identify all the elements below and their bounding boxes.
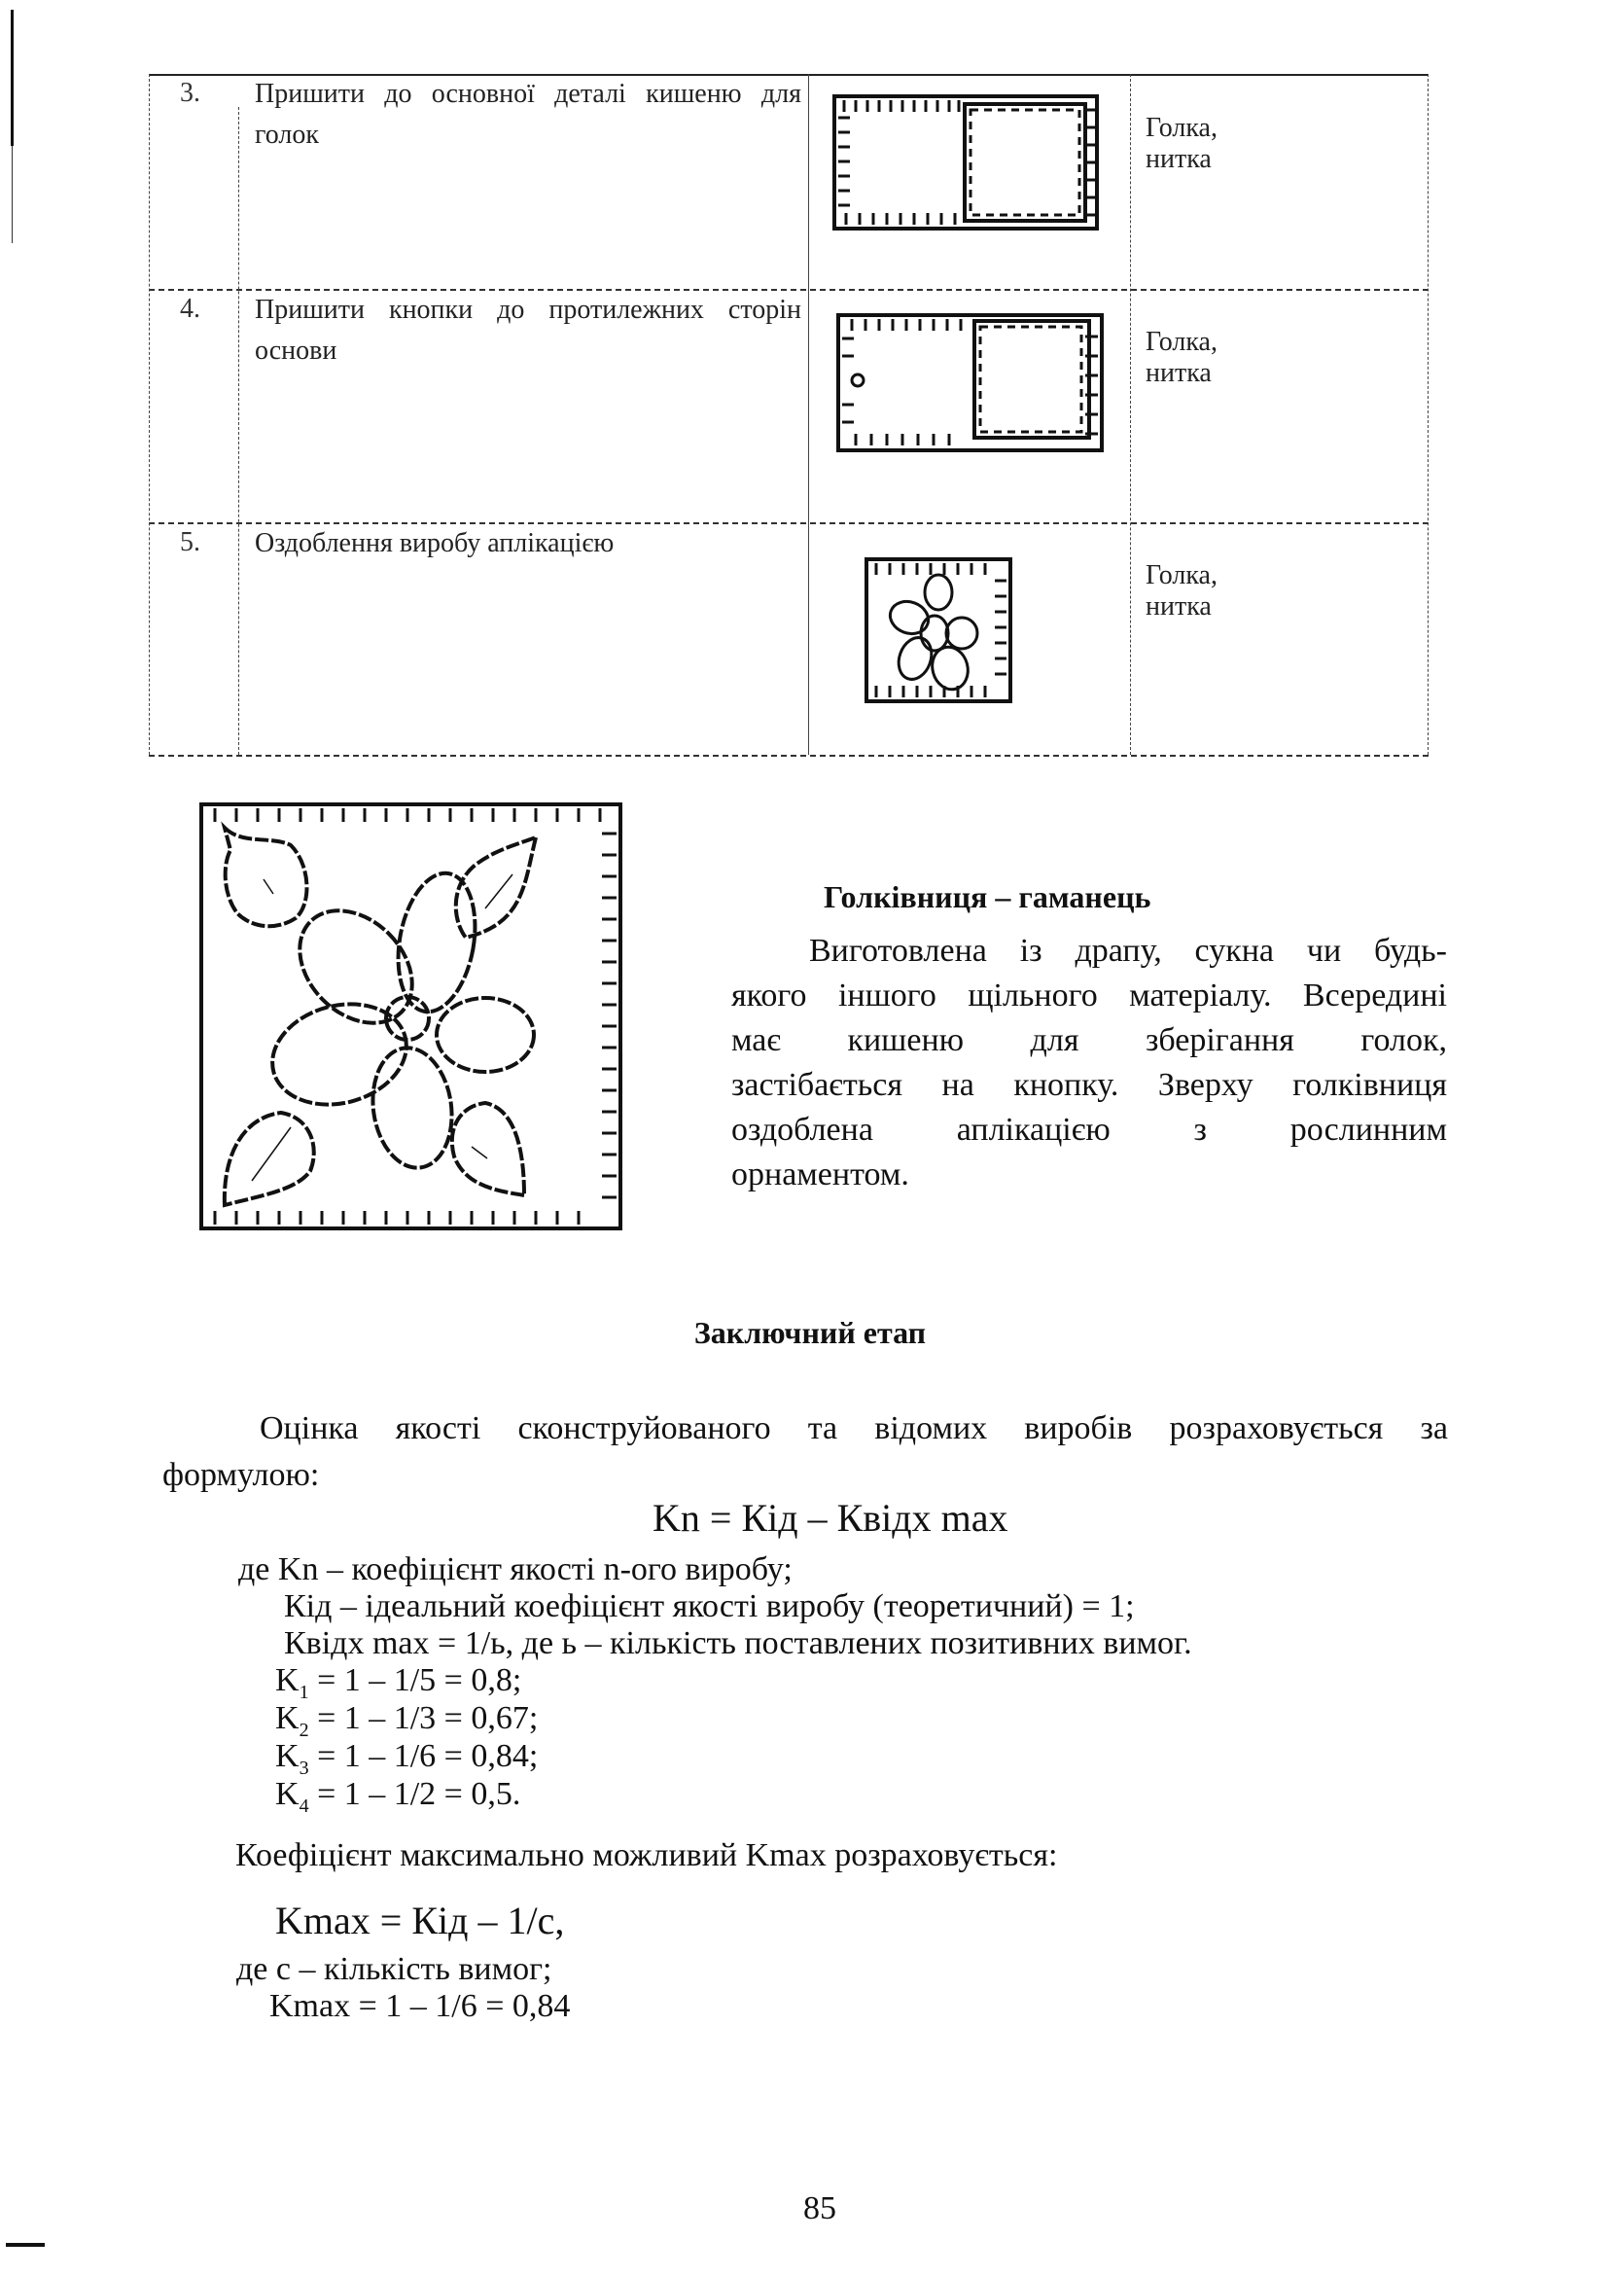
k-value-line (275, 1738, 538, 1780)
k-expression: = 1 – 1/5 = 0,8; (308, 1662, 522, 1698)
k-subscript: 4 (299, 1795, 309, 1817)
intro-line: формулою: (162, 1457, 320, 1493)
table-col-divider (808, 74, 809, 755)
needle-case-illustration-icon (203, 806, 618, 1226)
row-number: 4. (180, 294, 200, 324)
row-step-text: Пришити до основної деталі кишеню для голок (255, 79, 801, 150)
petal (388, 867, 485, 1017)
definition-line: Квідх max = 1/ь, де ь – кількість поставлених позитивних вимог. (284, 1625, 1192, 1661)
scan-edge-mark (11, 10, 14, 146)
k-expression: = 1 – 1/3 = 0,67; (308, 1700, 539, 1736)
k-subscript: 2 (299, 1719, 309, 1741)
quality-formula: Kn = Кід – Квідх max (653, 1496, 1008, 1540)
product-description (731, 929, 1447, 1197)
leaf-bottom-right (452, 1103, 524, 1195)
leaf-bottom-left (225, 1113, 314, 1205)
petal (366, 1043, 459, 1173)
row-step-text: Оздоблення виробу аплікацією (255, 528, 615, 558)
k-expression: = 1 – 1/6 = 0,84; (308, 1738, 539, 1774)
table-col-divider (238, 107, 239, 755)
row-number: 5. (180, 527, 200, 557)
definition-line: Кід – ідеальний коефіцієнт якості виробу (теоретичний) = 1; (284, 1588, 1135, 1624)
snap-button-icon (852, 374, 864, 386)
desc-line: оздоблена аплікацією з рослинним (731, 1112, 1447, 1148)
petal (261, 990, 417, 1120)
kmax-value: Kmax = 1 – 1/6 = 0,84 (269, 1988, 571, 2024)
k-symbol: K (275, 1738, 300, 1774)
k-value-line (275, 1700, 538, 1742)
desc-line: орнаментом. (731, 1156, 909, 1192)
desc-line: Виготовлена із драпу, сукна чи будь- (809, 933, 1447, 969)
scan-corner-mark (6, 2243, 45, 2247)
k-subscript: 1 (299, 1681, 309, 1703)
row-tools: Голка, нитка (1146, 113, 1218, 174)
k-value-line (275, 1776, 520, 1818)
section-heading (0, 1315, 1624, 1351)
desc-line: має кишеню для зберігання голок, (731, 1022, 1447, 1058)
flower-applique-icon (868, 561, 1008, 699)
row-number: 3. (180, 78, 200, 108)
final-stage-heading: Заключний етап (693, 1315, 927, 1350)
row-step-text: Пришити кнопки до протилежних сторін основи (255, 295, 801, 366)
k-symbol: K (275, 1662, 300, 1698)
desc-line: якого іншого щільного матеріалу. Всередині (731, 978, 1447, 1013)
applique-flower-diagram (865, 557, 1012, 703)
needle-case-flower-leaves-illustration (199, 802, 622, 1230)
petal (437, 998, 534, 1072)
desc-line: застібається на кнопку. Зверху голківниця (731, 1067, 1447, 1103)
kmax-intro: Коефіцієнт максимально можливий Kmax розраховується: (235, 1837, 1058, 1873)
k-value-line (275, 1662, 521, 1704)
table-border-left (149, 74, 150, 755)
table-col-divider (1130, 74, 1131, 755)
k-symbol: K (275, 1776, 300, 1812)
buttons-sewn-diagram (836, 313, 1104, 452)
row-tools: Голка, нитка (1146, 560, 1218, 622)
table-border-bottom (149, 755, 1429, 757)
row-tools: Голка, нитка (1146, 327, 1218, 388)
k-expression: = 1 – 1/2 = 0,5. (308, 1776, 521, 1812)
kmax-formula: Kmax = Кід – 1/с, (275, 1899, 565, 1942)
definition-line: де Kn – коефіцієнт якості n-ого виробу; (238, 1551, 793, 1587)
scan-edge-mark-thin (12, 146, 13, 243)
table-border-right (1428, 74, 1429, 755)
pocket-diagram-icon (836, 98, 1095, 227)
leaf-top-left (225, 828, 306, 926)
product-title: Голківниця – гаманець (824, 879, 1151, 914)
intro-line: Оцінка якості сконструйованого та відомих виробів розраховується за (260, 1410, 1448, 1446)
page-number: 85 (803, 2190, 836, 2226)
k-subscript: 3 (299, 1757, 309, 1779)
kmax-definition: де с – кількість вимог; (236, 1951, 552, 1987)
buttons-diagram-icon (840, 317, 1100, 448)
k-symbol: K (275, 1700, 300, 1736)
page-footer (0, 2190, 1624, 2227)
pocket-sewn-diagram (832, 94, 1099, 231)
